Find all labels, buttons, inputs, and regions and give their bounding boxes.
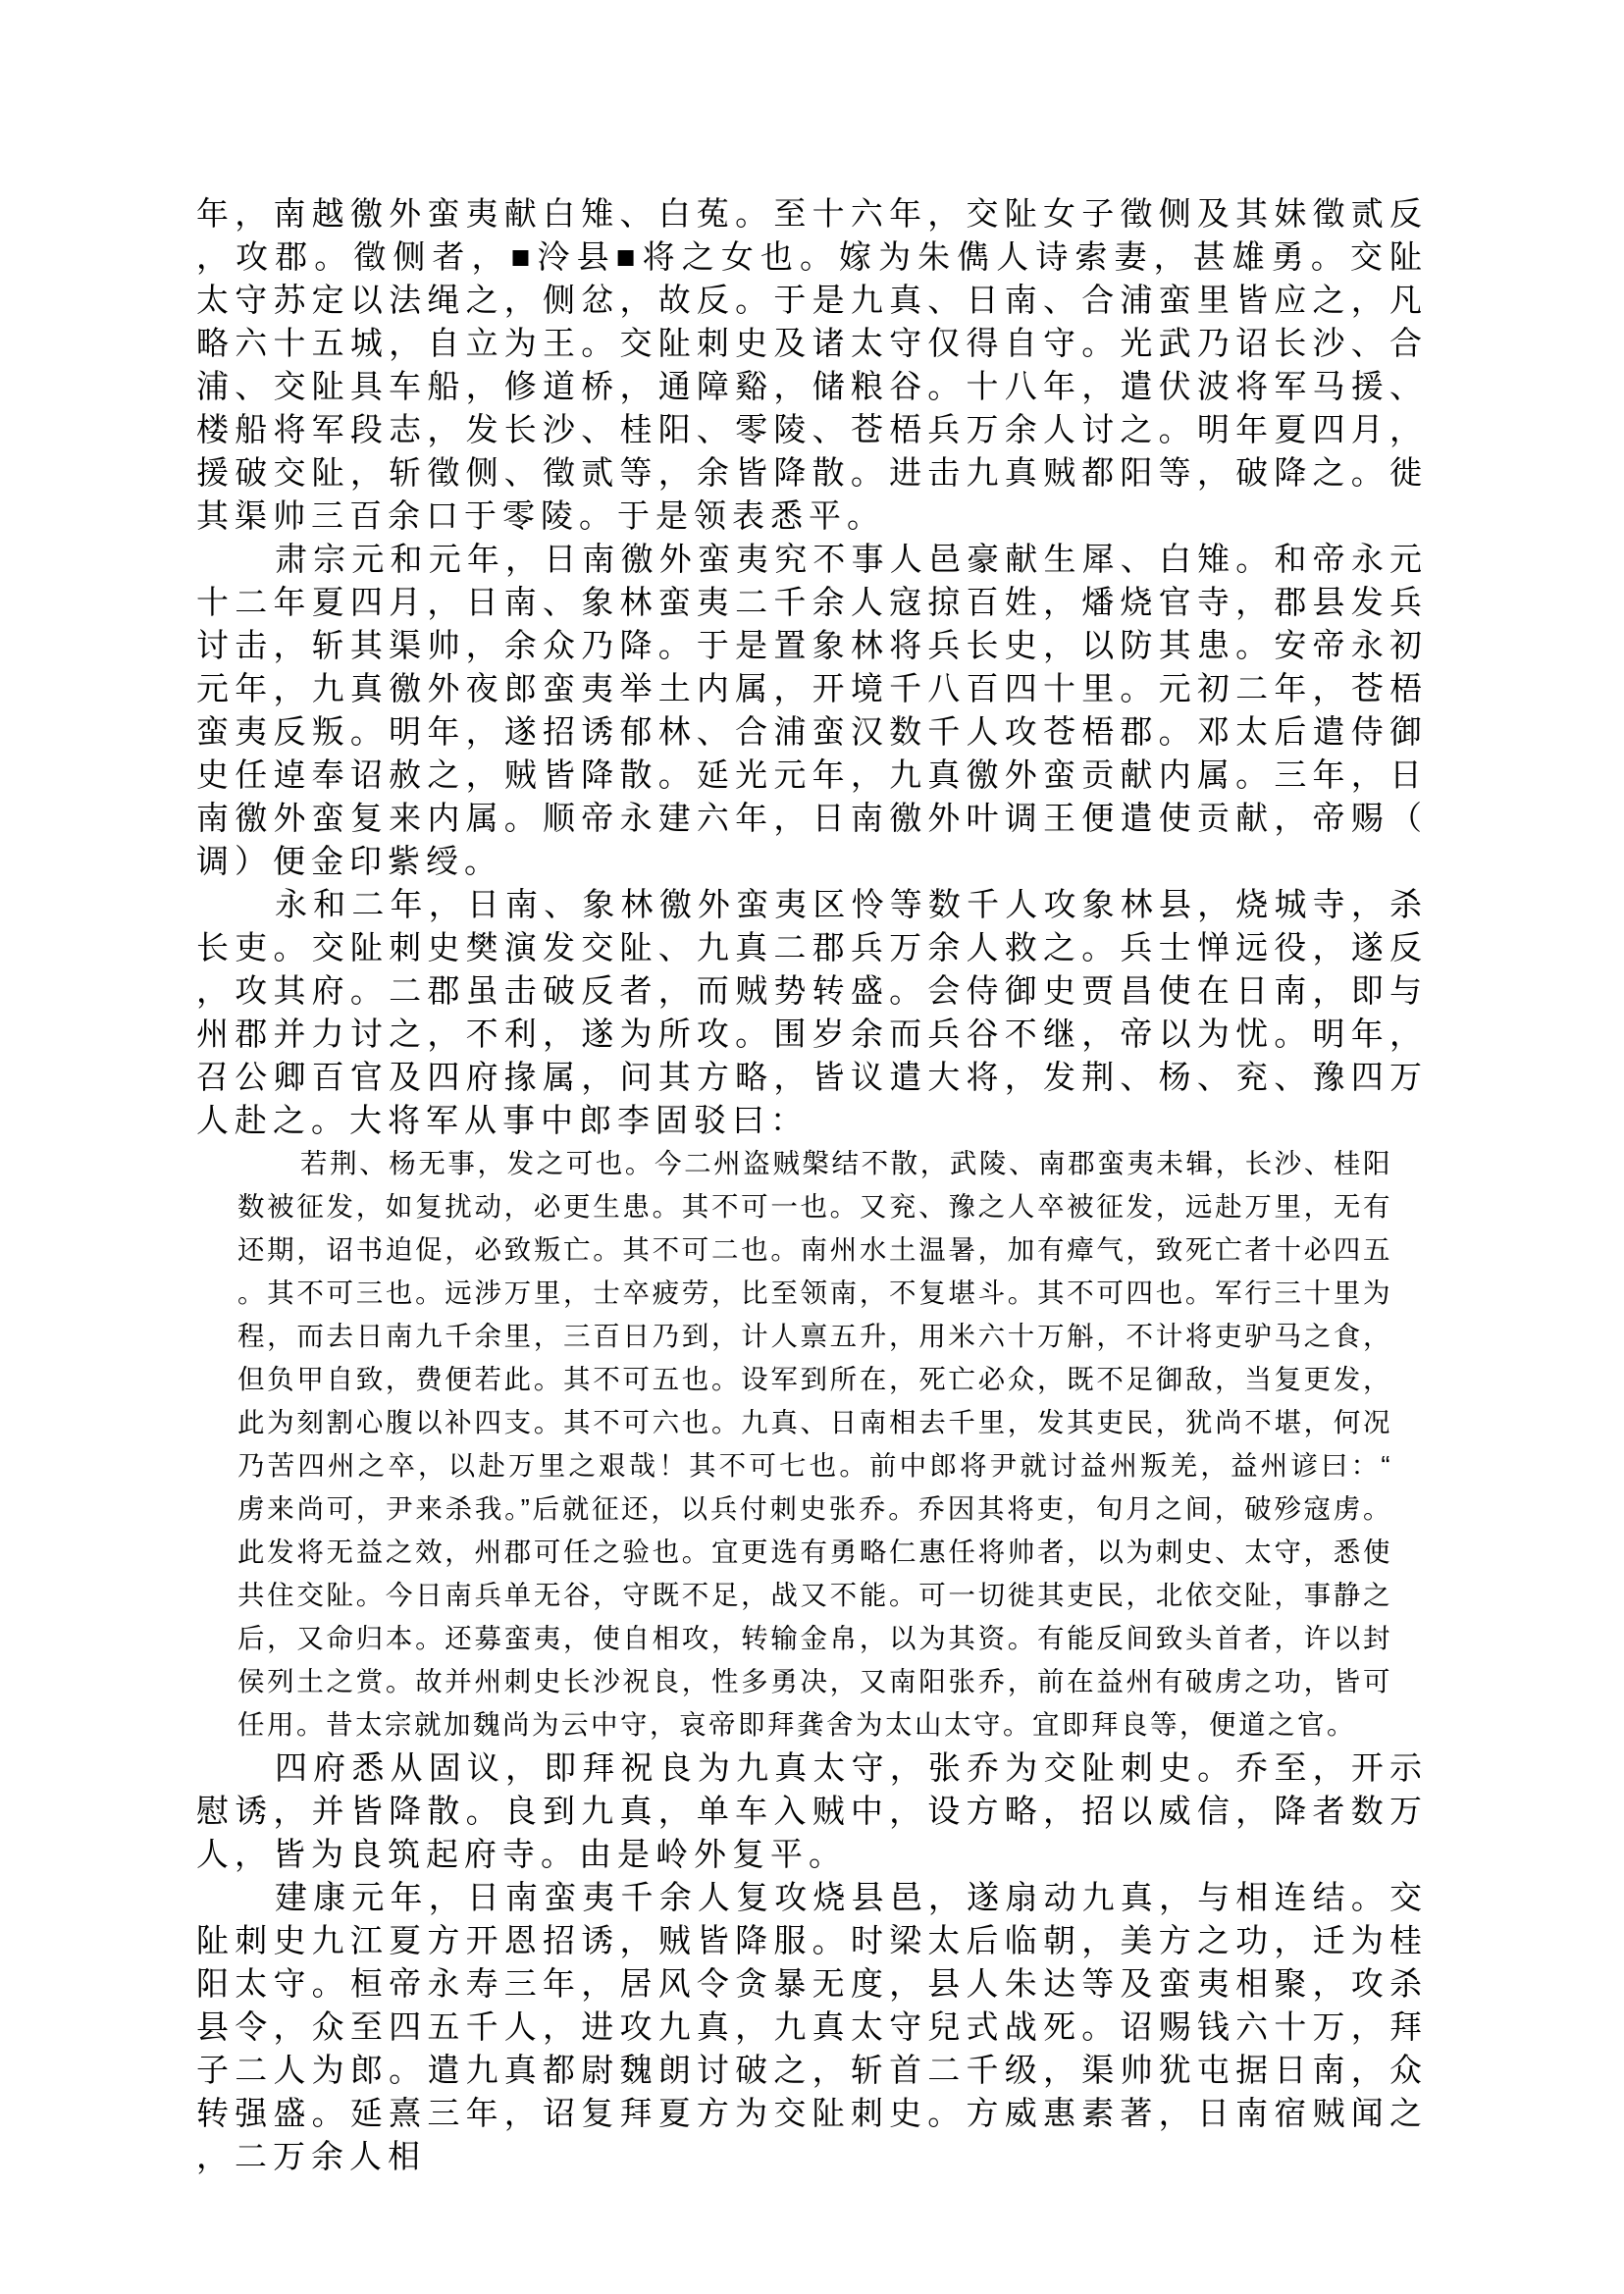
paragraph-trung-sisters-revolt: 年，南越徼外蛮夷献白雉、白菟。至十六年，交阯女子徵侧及其妹徵贰反，攻郡。徵侧者，■泠县■将之女也。嫁为朱儁人诗索妻，甚雄勇。交阯太守苏定以法绳之，侧忿，故反。于是九真、日南、合浦蛮里皆应之，凡略六十五城，自立为王。交阯刺史及诸太守仅得自守。光武乃诏长沙、合浦、交阯具车船，修道桥，通障谿，储粮谷。十八年，遣伏波将军马援、楼船将军段志，发长沙、桂阳、零陵、苍梧兵万余人讨之。明年夏四月，援破交阯，斩徵侧、徵贰等，余皆降散。进击九真贼都阳等，破降之。徙其渠帅三百余口于零陵。于是领表悉平。 (196, 195, 1428, 534)
paragraph-jiankang-yanxi-era: 建康元年，日南蛮夷千余人复攻烧县邑，遂扇动九真，与相连结。交阯刺史九江夏方开恩招诱，贼皆降服。时梁太后临朝，美方之功，迁为桂阳太守。桓帝永寿三年，居风令贪暴无度，县人朱达等及蛮夷相聚，攻杀县令，众至四五千人，进攻九真，九真太守兒式战死。诏赐钱六十万，拜子二人为郎。遣九真都尉魏朗讨破之，斩首二千级，渠帅犹屯据日南，众转强盛。延熹三年，诏复拜夏方为交阯刺史。方威惠素著，日南宿贼闻之，二万余人相 (196, 1879, 1428, 2174)
paragraph-yonghe-rebellion: 永和二年，日南、象林徼外蛮夷区怜等数千人攻象林县，烧城寺，杀长吏。交阯刺史樊演发交阯、九真二郡兵万余人救之。兵士惮远役，遂反，攻其府。二郡虽击破反者，而贼势转盛。会侍御史贾昌使在日南，即与州郡并力讨之，不利，遂为所攻。围岁余而兵谷不继，帝以为忧。明年，召公卿百官及四府掾属，问其方略，皆议遣大将，发荆、杨、兖、豫四万人赴之。大将军从事中郎李固驳曰： (196, 886, 1428, 1138)
quote-li-gu-memorial: 若荆、杨无事，发之可也。今二州盗贼槃结不散，武陵、南郡蛮夷未辑，长沙、桂阳数被征发，如复扰动，必更生患。其不可一也。又兖、豫之人卒被征发，远赴万里，无有还期，诏书迫促，必致叛亡。其不可二也。南州水土温暑，加有瘴气，致死亡者十必四五。其不可三也。远涉万里，士卒疲劳，比至领南，不复堪斗。其不可四也。军行三十里为程，而去日南九千余里，三百日乃到，计人禀五升，用米六十万斛，不计将吏驴马之食，但负甲自致，费便若此。其不可五也。设军到所在，死亡必众，既不足御敌，当复更发，此为刻割心腹以补四支。其不可六也。九真、日南相去千里，发其吏民，犹尚不堪，何况乃苦四州之卒，以赴万里之艰哉！其不可七也。前中郎将尹就讨益州叛羌，益州谚曰：“虏来尚可，尹来杀我。”后就征还，以兵付刺史张乔。乔因其将吏，旬月之间，破殄寇虏。此发将无益之效，州郡可任之验也。宜更选有勇略仁惠任将帅者，以为刺史、太守，悉使共住交阯。今日南兵单无谷，守既不足，战又不能。可一切徙其吏民，北依交阯，事静之后，又命归本。还募蛮夷，使自相攻，转输金帛，以为其资。有能反间致头首者，许以封侯列土之赏。故并州刺史长沙祝良，性多勇决，又南阳张乔，前在益州有破虏之功，皆可任用。昔太宗就加魏尚为云中守，哀帝即拜龚舍为太山太守。宜即拜良等，便道之官。 (237, 1148, 1392, 1740)
paragraph-zhu-liang-zhang-qiao-appointment: 四府悉从固议，即拜祝良为九真太守，张乔为交阯刺史。乔至，开示慰诱，并皆降散。良到九真，单车入贼中，设方略，招以威信，降者数万人，皆为良筑起府寺。由是岭外复平。 (196, 1749, 1428, 1872)
paragraph-suzong-hedi-era: 肃宗元和元年，日南徼外蛮夷究不事人邑豪献生犀、白雉。和帝永元十二年夏四月，日南、象林蛮夷二千余人寇掠百姓，燔烧官寺，郡县发兵讨击，斩其渠帅，余众乃降。于是置象林将兵长史，以防其患。安帝永初元年，九真徼外夜郎蛮夷举土内属，开境千八百四十里。元初二年，苍梧蛮夷反叛。明年，遂招诱郁林、合浦蛮汉数千人攻苍梧郡。邓太后遣侍御史任逴奉诏赦之，贼皆降散。延光元年，九真徼外蛮贡献内属。三年，日南徼外蛮复来内属。顺帝永建六年，日南徼外叶调王便遣使贡献，帝赐（调）便金印紫绶。 (196, 541, 1428, 879)
